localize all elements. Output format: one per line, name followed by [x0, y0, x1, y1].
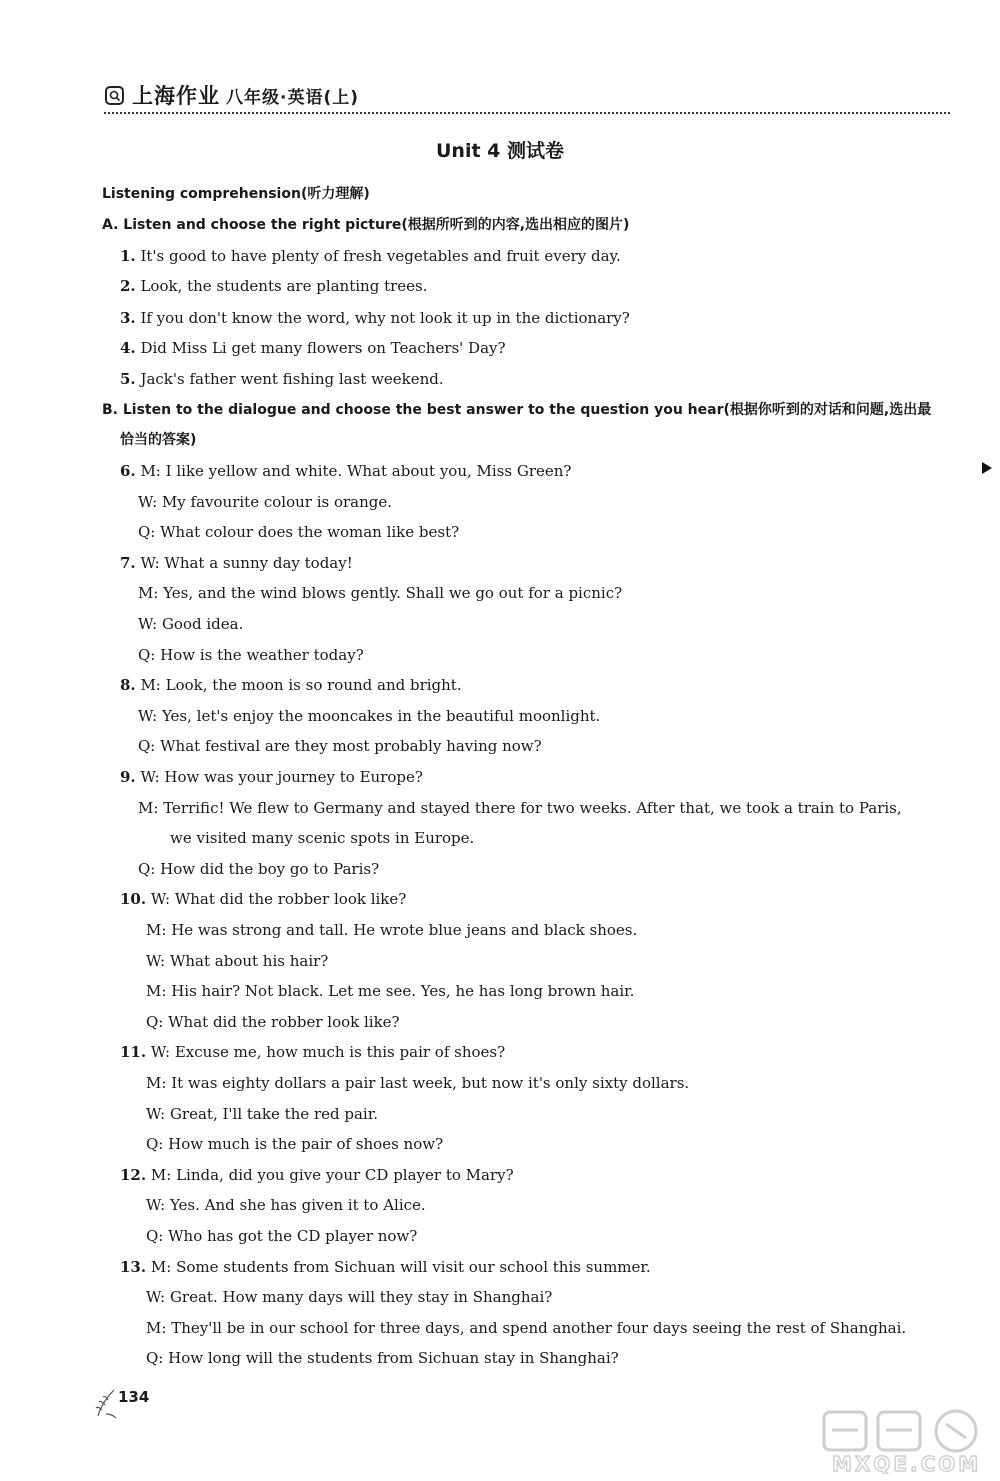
- speaker-label: M:: [138, 799, 159, 817]
- item-number: 2.: [120, 277, 136, 295]
- speaker-label: Q:: [138, 523, 156, 541]
- dialogue-text: How did the boy go to Paris?: [160, 860, 380, 878]
- dialogue-line: [120, 767, 423, 787]
- dialogue-text: They'll be in our school for three days, and spend another four days seeing the rest of Shanghai.: [171, 1319, 907, 1337]
- dialogue-text: Excuse me, how much is this pair of shoes?: [174, 1043, 506, 1061]
- item-number: 13.: [120, 1258, 147, 1276]
- dialogue-line: [138, 706, 600, 726]
- list-item: [120, 338, 506, 358]
- item-text: Did Miss Li get many flowers on Teachers' Day?: [140, 339, 506, 357]
- speaker-label: Q:: [146, 1135, 164, 1153]
- speaker-label: M:: [146, 1074, 167, 1092]
- speaker-label: W:: [140, 554, 160, 572]
- dialogue-line: [120, 1042, 505, 1062]
- item-number: 5.: [120, 370, 136, 388]
- book-logo-icon: [104, 84, 126, 106]
- item-number: 6.: [120, 462, 136, 480]
- section-heading: Listening comprehension(听力理解): [102, 186, 370, 202]
- dialogue-text: we visited many scenic spots in Europe.: [170, 829, 475, 847]
- dialogue-text: What a sunny day today!: [164, 554, 353, 572]
- dialogue-line: [120, 889, 406, 909]
- speaker-label: M:: [150, 1166, 172, 1184]
- item-number: 11.: [120, 1043, 147, 1061]
- watermark-logo: [818, 1408, 990, 1474]
- speaker-label: Q:: [138, 737, 156, 755]
- speaker-label: W:: [138, 707, 158, 725]
- section-b-heading-cont: 恰当的答案): [120, 432, 197, 448]
- dialogue-text: How much is the pair of shoes now?: [168, 1135, 444, 1153]
- dialogue-text: Yes, let's enjoy the mooncakes in the beautiful moonlight.: [161, 707, 601, 725]
- dialogue-line: [146, 1073, 689, 1093]
- watermark-text: MXQE.COM: [832, 1452, 982, 1474]
- speaker-label: Q:: [138, 860, 156, 878]
- dialogue-line: [138, 645, 364, 665]
- page-turn-arrow-icon: [982, 462, 992, 474]
- dialogue-text: How long will the students from Sichuan stay in Shanghai?: [168, 1349, 619, 1367]
- dialogue-text: Great. How many days will they stay in Shanghai?: [169, 1288, 553, 1306]
- item-number: 8.: [120, 676, 136, 694]
- dialogue-line: [120, 461, 571, 481]
- dialogue-line: [138, 736, 542, 756]
- item-number: 7.: [120, 554, 136, 572]
- dialogue-text: What did the robber look like?: [174, 890, 407, 908]
- speaker-label: W:: [146, 1196, 166, 1214]
- section-a-heading: A. Listen and choose the right picture(根据所听到的内容,选出相应的图片): [102, 217, 630, 233]
- list-item: [120, 246, 621, 266]
- list-item: [120, 308, 630, 328]
- dialogue-text: My favourite colour is orange.: [161, 493, 393, 511]
- dialogue-line: [146, 920, 637, 940]
- dialogue-text: Yes. And she has given it to Alice.: [169, 1196, 426, 1214]
- list-item: [120, 369, 444, 389]
- speaker-label: M:: [146, 1319, 167, 1337]
- page-number: 134: [118, 1388, 150, 1406]
- dialogue-line: [146, 951, 328, 971]
- dialogue-text: What did the robber look like?: [168, 1013, 400, 1031]
- item-number: 10.: [120, 890, 147, 908]
- item-text: Jack's father went fishing last weekend.: [140, 370, 444, 388]
- list-item: [120, 276, 428, 296]
- dialogue-text: I like yellow and white. What about you, Miss Green?: [165, 462, 572, 480]
- speaker-label: W:: [140, 768, 160, 786]
- item-number: 12.: [120, 1166, 147, 1184]
- dialogue-line: [146, 1134, 443, 1154]
- dialogue-text: What about his hair?: [169, 952, 329, 970]
- dialogue-line: [146, 1012, 400, 1032]
- dialogue-line: [120, 675, 462, 695]
- speaker-label: W:: [150, 890, 171, 908]
- dialogue-line: [170, 828, 474, 848]
- dialogue-text: He was strong and tall. He wrote blue jeans and black shoes.: [171, 921, 638, 939]
- dialogue-text: Linda, did you give your CD player to Mary?: [176, 1166, 514, 1184]
- dialogue-text: Good idea.: [161, 615, 244, 633]
- header-divider: [104, 112, 950, 114]
- dialogue-text: Yes, and the wind blows gently. Shall we go out for a picnic?: [163, 584, 623, 602]
- dialogue-line: [146, 1195, 426, 1215]
- dialogue-line: [146, 1104, 378, 1124]
- speaker-label: M:: [140, 462, 161, 480]
- dialogue-line: [138, 522, 459, 542]
- dialogue-text: Look, the moon is so round and bright.: [165, 676, 462, 694]
- dialogue-line: [138, 492, 392, 512]
- item-text: Look, the students are planting trees.: [140, 277, 428, 295]
- speaker-label: Q:: [146, 1227, 164, 1245]
- dialogue-line: [138, 859, 379, 879]
- speaker-label: W:: [150, 1043, 171, 1061]
- dialogue-line: [138, 614, 243, 634]
- dialogue-line: [138, 583, 622, 603]
- speaker-label: W:: [146, 952, 166, 970]
- speaker-label: W:: [138, 615, 158, 633]
- dialogue-text: What colour does the woman like best?: [160, 523, 460, 541]
- running-header: [104, 80, 359, 110]
- speaker-label: W:: [146, 1105, 166, 1123]
- speaker-label: W:: [146, 1288, 166, 1306]
- dialogue-text: His hair? Not black. Let me see. Yes, he has long brown hair.: [171, 982, 635, 1000]
- dialogue-line: [146, 981, 634, 1001]
- dialogue-line: [146, 1287, 552, 1307]
- item-number: 9.: [120, 768, 136, 786]
- speaker-label: W:: [138, 493, 158, 511]
- speaker-label: Q:: [146, 1349, 164, 1367]
- dialogue-line: [120, 553, 353, 573]
- section-b-heading: B. Listen to the dialogue and choose the best answer to the question you hear(根据你听到的对话和问题,选出最: [102, 402, 932, 418]
- dialogue-text: How was your journey to Europe?: [164, 768, 423, 786]
- item-number: 1.: [120, 247, 136, 265]
- speaker-label: M:: [150, 1258, 172, 1276]
- dialogue-text: How is the weather today?: [160, 646, 364, 664]
- speaker-label: M:: [146, 921, 167, 939]
- dialogue-text: Who has got the CD player now?: [168, 1227, 418, 1245]
- book-title: 上海作业: [132, 84, 220, 108]
- dialogue-line: [146, 1226, 417, 1246]
- dialogue-text: What festival are they most probably having now?: [160, 737, 542, 755]
- speaker-label: M:: [146, 982, 167, 1000]
- speaker-label: Q:: [146, 1013, 164, 1031]
- book-subtitle: 八年级·英语(上): [226, 87, 359, 108]
- dialogue-text: Some students from Sichuan will visit our school this summer.: [176, 1258, 651, 1276]
- dialogue-line: [120, 1165, 514, 1185]
- speaker-label: M:: [138, 584, 159, 602]
- dialogue-line: [138, 798, 902, 818]
- dialogue-text: It was eighty dollars a pair last week, but now it's only sixty dollars.: [171, 1074, 690, 1092]
- dialogue-line: [146, 1348, 619, 1368]
- dialogue-line: [120, 1257, 651, 1277]
- speaker-label: Q:: [138, 646, 156, 664]
- item-number: 4.: [120, 339, 136, 357]
- dialogue-text: Terrific! We flew to Germany and stayed there for two weeks. After that, we took a train to Paris,: [163, 799, 902, 817]
- item-number: 3.: [120, 309, 136, 327]
- item-text: If you don't know the word, why not look it up in the dictionary?: [140, 309, 630, 327]
- item-text: It's good to have plenty of fresh vegetables and fruit every day.: [140, 247, 621, 265]
- dialogue-line: [146, 1318, 906, 1338]
- speaker-label: M:: [140, 676, 161, 694]
- dialogue-text: Great, I'll take the red pair.: [169, 1105, 378, 1123]
- page-title: Unit 4 测试卷: [436, 140, 564, 162]
